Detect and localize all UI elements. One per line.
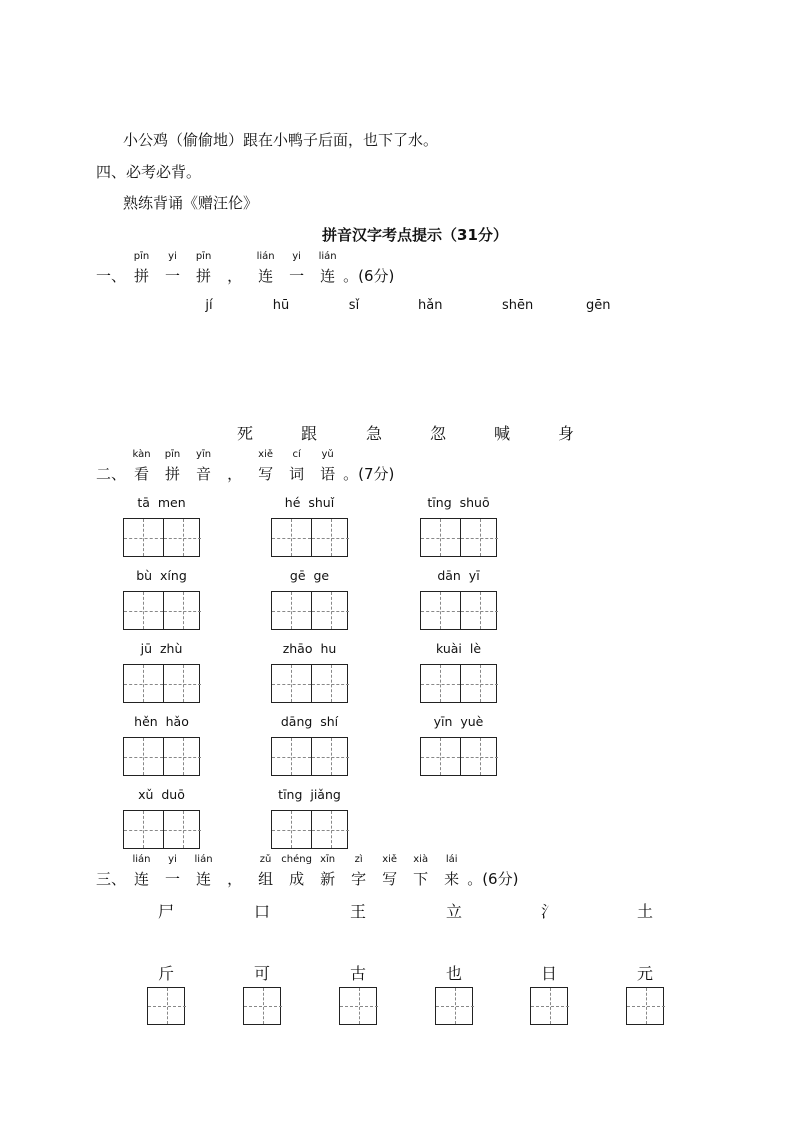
- q2-word-grid-cell: [124, 592, 163, 629]
- page-title: 拼音汉字考点提示（31分）: [322, 226, 508, 244]
- q2-word-pinyin: kuài lè: [435, 641, 482, 656]
- guide-line: [440, 592, 441, 629]
- q2-word-grid-cell: [460, 519, 499, 556]
- q3-char-text: 组: [258, 870, 274, 888]
- q2-word-grid-cell: [272, 811, 311, 848]
- q2-word-grid: [420, 591, 497, 630]
- q3-char-text: 来: [444, 870, 460, 888]
- q2-word-grid-cell: [272, 592, 311, 629]
- q3-char: [382, 854, 398, 889]
- q2-word-grid-cell: [421, 519, 460, 556]
- q2-word-grid-cell: [421, 738, 460, 775]
- q3-radical: 土: [637, 902, 654, 921]
- q2-word-grid: [420, 737, 497, 776]
- q3-char: [281, 854, 312, 889]
- guide-line: [291, 592, 292, 629]
- q1-char-text: 连: [320, 267, 336, 285]
- q2-word-grid: [123, 591, 200, 630]
- q3-answer-grid: [339, 987, 377, 1025]
- q1-hanzi: 忽: [430, 424, 447, 443]
- guide-line: [331, 811, 332, 848]
- q2-word-grid: [420, 518, 497, 557]
- q3-answer-grid-cell: [244, 988, 282, 1024]
- guide-line: [263, 988, 264, 1024]
- guide-line: [646, 988, 647, 1024]
- q1-char: [133, 251, 150, 286]
- q3-char-text: 一: [165, 870, 181, 888]
- q2-word-grid: [123, 737, 200, 776]
- q1-pinyin: hǎn: [418, 298, 443, 313]
- q3-char-pinyin: chéng: [281, 854, 312, 865]
- q1-char: [318, 251, 337, 286]
- q2-word-grid: [271, 810, 348, 849]
- q2-word-grid-cell: [272, 665, 311, 702]
- q2-word-pinyin: xǔ duō: [138, 787, 185, 802]
- guide-line: [455, 988, 456, 1024]
- q2-word-grid-cell: [311, 592, 350, 629]
- q2-heading: [96, 449, 395, 484]
- q1-pinyin: sǐ: [348, 298, 360, 313]
- q2-word-pinyin: dāng shí: [280, 714, 339, 729]
- q2-word-grid-cell: [311, 738, 350, 775]
- q2-char: [164, 449, 181, 484]
- q2-word-grid-cell: [124, 811, 163, 848]
- q3-radical: 氵: [541, 902, 558, 921]
- q3-char-pinyin: zì: [354, 854, 363, 865]
- guide-line: [359, 988, 360, 1024]
- guide-line: [167, 988, 168, 1024]
- q1-char-pinyin: pīn: [195, 251, 212, 262]
- q2-word-grid-cell: [311, 519, 350, 556]
- q3-char: [132, 854, 151, 889]
- q1-pinyin: shēn: [502, 298, 534, 313]
- q1-char-text: ，: [227, 267, 243, 285]
- q1-char-text: 拼: [134, 267, 150, 285]
- q2-word-grid-cell: [421, 592, 460, 629]
- q2-char-pinyin: cí: [292, 449, 301, 460]
- q1-hanzi: 喊: [494, 424, 511, 443]
- q2-word-grid-cell: [163, 592, 202, 629]
- guide-line: [143, 665, 144, 702]
- q1-char-text: 一: [165, 267, 181, 285]
- q1-char-pinyin: pīn: [133, 251, 150, 262]
- q2-char-text: ，: [227, 465, 243, 483]
- q2-word-grid-cell: [124, 738, 163, 775]
- q1-char-pinyin: yi: [168, 251, 177, 262]
- q1-hanzi: 跟: [301, 424, 318, 443]
- q3-answer-grid-cell: [436, 988, 474, 1024]
- guide-line: [291, 811, 292, 848]
- q3-answer-grid-cell: [148, 988, 186, 1024]
- q2-char-pinyin: yǔ: [321, 449, 334, 460]
- q2-word-grid-cell: [421, 665, 460, 702]
- q3-answer-grid-cell: [340, 988, 378, 1024]
- q2-word-pinyin: gē ge: [289, 568, 330, 583]
- q2-word-grid-cell: [163, 665, 202, 702]
- q1-pinyin: jí: [205, 298, 213, 313]
- q2-word-pinyin: tā men: [137, 495, 186, 510]
- guide-line: [331, 592, 332, 629]
- guide-line: [480, 665, 481, 702]
- q2-char: [320, 449, 336, 484]
- guide-line: [440, 519, 441, 556]
- guide-line: [480, 738, 481, 775]
- q1-char: [256, 251, 275, 286]
- q3-part: 日: [541, 964, 558, 983]
- q2-word-grid: [123, 664, 200, 703]
- q3-char-pinyin: zǔ: [259, 854, 272, 865]
- q2-word-grid: [271, 737, 348, 776]
- q2-word-pinyin: tīng jiǎng: [278, 787, 341, 802]
- q3-char-pinyin: xiě: [382, 854, 398, 865]
- q3-char: [227, 868, 242, 889]
- q3-char-pinyin: lái: [445, 854, 458, 865]
- q2-char-text: 词: [289, 465, 305, 483]
- q1-hanzi: 死: [237, 424, 254, 443]
- q3-part: 元: [637, 964, 654, 983]
- q3-char: [413, 854, 429, 889]
- q3-part: 也: [446, 964, 463, 983]
- q2-word-grid-cell: [460, 738, 499, 775]
- guide-line: [143, 592, 144, 629]
- q2-word-grid-cell: [163, 519, 202, 556]
- q3-radical: 立: [446, 902, 463, 921]
- q2-word-grid-cell: [460, 665, 499, 702]
- q1-char-text: 一: [289, 267, 305, 285]
- q3-radical: 王: [350, 902, 367, 921]
- q2-char-pinyin: kàn: [132, 449, 151, 460]
- q2-char: [196, 449, 212, 484]
- q3-part: 斤: [158, 964, 175, 983]
- q2-char-pinyin: xiě: [258, 449, 274, 460]
- q2-char: [132, 449, 151, 484]
- q3-answer-grid-cell: [531, 988, 569, 1024]
- guide-line: [550, 988, 551, 1024]
- guide-line: [331, 519, 332, 556]
- q3-answer-grid: [243, 987, 281, 1025]
- q2-word-pinyin: hěn hǎo: [134, 714, 189, 729]
- guide-line: [291, 738, 292, 775]
- q3-char: [320, 854, 336, 889]
- q3-char-text: 字: [351, 870, 367, 888]
- q1-hanzi: 急: [366, 424, 383, 443]
- q2-word-pinyin: zhāo hu: [282, 641, 337, 656]
- q3-char-text: 新: [320, 870, 336, 888]
- section4-title: 四、必考必背。: [96, 163, 202, 181]
- q1-suffix: 。(6分): [343, 267, 395, 285]
- q2-suffix: 。(7分): [343, 465, 395, 483]
- guide-line: [183, 665, 184, 702]
- q3-char-pinyin: yi: [168, 854, 177, 865]
- guide-line: [331, 738, 332, 775]
- q2-char: [227, 463, 242, 484]
- q2-char-text: 看: [134, 465, 150, 483]
- q3-answer-grid: [626, 987, 664, 1025]
- q1-char: [289, 251, 305, 286]
- q2-word-pinyin: tīng shuō: [427, 495, 490, 510]
- guide-line: [143, 519, 144, 556]
- q2-char-pinyin: yīn: [196, 449, 212, 460]
- q2-char-text: 拼: [165, 465, 181, 483]
- q2-word-grid-cell: [272, 519, 311, 556]
- q2-word-grid-cell: [163, 738, 202, 775]
- q1-pinyin: gēn: [586, 298, 611, 313]
- q1-pinyin: hū: [272, 298, 290, 313]
- q3-radical: 尸: [158, 902, 175, 921]
- q3-suffix: 。(6分): [467, 870, 519, 888]
- q1-prefix: 一、: [96, 267, 127, 285]
- guide-line: [440, 738, 441, 775]
- q3-char-text: 下: [413, 870, 429, 888]
- q3-part: 古: [350, 964, 367, 983]
- q2-word-grid-cell: [272, 738, 311, 775]
- q2-word-grid-cell: [163, 811, 202, 848]
- q2-word-grid: [123, 810, 200, 849]
- q2-word-grid-cell: [311, 811, 350, 848]
- q1-char: [227, 265, 242, 286]
- q2-char-text: 音: [196, 465, 212, 483]
- q2-word-grid-cell: [460, 592, 499, 629]
- q3-char-pinyin: lián: [194, 854, 213, 865]
- guide-line: [480, 592, 481, 629]
- q1-char-pinyin: lián: [256, 251, 275, 262]
- q1-char: [195, 251, 212, 286]
- q2-char-text: 写: [258, 465, 274, 483]
- q2-char: [289, 449, 305, 484]
- q2-word-grid: [271, 664, 348, 703]
- q3-heading: [96, 854, 519, 889]
- q2-char-text: 语: [320, 465, 336, 483]
- q2-char-pinyin: pīn: [164, 449, 181, 460]
- guide-line: [440, 665, 441, 702]
- q3-char-pinyin: lián: [132, 854, 151, 865]
- section4-task: 熟练背诵《赠汪伦》: [123, 194, 259, 212]
- q3-part: 可: [254, 964, 271, 983]
- guide-line: [291, 519, 292, 556]
- q3-answer-grid: [435, 987, 473, 1025]
- q3-answer-grid: [530, 987, 568, 1025]
- q3-char-text: 连: [134, 870, 150, 888]
- guide-line: [480, 519, 481, 556]
- q2-word-grid-cell: [311, 665, 350, 702]
- q3-char: [351, 854, 367, 889]
- q1-char-pinyin: yi: [292, 251, 301, 262]
- q2-word-grid-cell: [124, 665, 163, 702]
- q3-char-text: 连: [196, 870, 212, 888]
- q2-word-grid: [271, 518, 348, 557]
- guide-line: [183, 738, 184, 775]
- q2-prefix: 二、: [96, 465, 127, 483]
- q2-word-pinyin: bù xíng: [136, 568, 187, 583]
- q1-char-text: 拼: [196, 267, 212, 285]
- guide-line: [143, 738, 144, 775]
- q2-char: [258, 449, 274, 484]
- q3-char-pinyin: xià: [413, 854, 429, 865]
- guide-line: [143, 811, 144, 848]
- guide-line: [183, 519, 184, 556]
- q3-char-text: 成: [289, 870, 305, 888]
- q3-char-text: ，: [227, 870, 243, 888]
- q3-answer-grid-cell: [627, 988, 665, 1024]
- q3-char: [165, 854, 181, 889]
- q3-char: [258, 854, 274, 889]
- q2-word-pinyin: jū zhù: [140, 641, 183, 656]
- q1-char-pinyin: lián: [318, 251, 337, 262]
- q3-prefix: 三、: [96, 870, 127, 888]
- q2-word-pinyin: dān yī: [437, 568, 480, 583]
- q2-word-pinyin: hé shuǐ: [284, 495, 335, 510]
- q3-char: [194, 854, 213, 889]
- q3-char-pinyin: xīn: [320, 854, 336, 865]
- q1-char: [165, 251, 181, 286]
- guide-line: [183, 811, 184, 848]
- q2-word-grid-cell: [124, 519, 163, 556]
- q1-hanzi: 身: [558, 424, 575, 443]
- q2-word-pinyin: yīn yuè: [433, 714, 484, 729]
- q3-char-text: 写: [382, 870, 398, 888]
- sentence-line: 小公鸡（偷偷地）跟在小鸭子后面，也下了水。: [123, 131, 439, 149]
- guide-line: [291, 665, 292, 702]
- q3-radical: 口: [254, 902, 271, 921]
- q2-word-grid: [271, 591, 348, 630]
- q1-heading: [96, 251, 395, 286]
- q1-char-text: 连: [258, 267, 274, 285]
- guide-line: [183, 592, 184, 629]
- q2-word-grid: [420, 664, 497, 703]
- q2-word-grid: [123, 518, 200, 557]
- guide-line: [331, 665, 332, 702]
- q3-answer-grid: [147, 987, 185, 1025]
- q3-char: [444, 854, 460, 889]
